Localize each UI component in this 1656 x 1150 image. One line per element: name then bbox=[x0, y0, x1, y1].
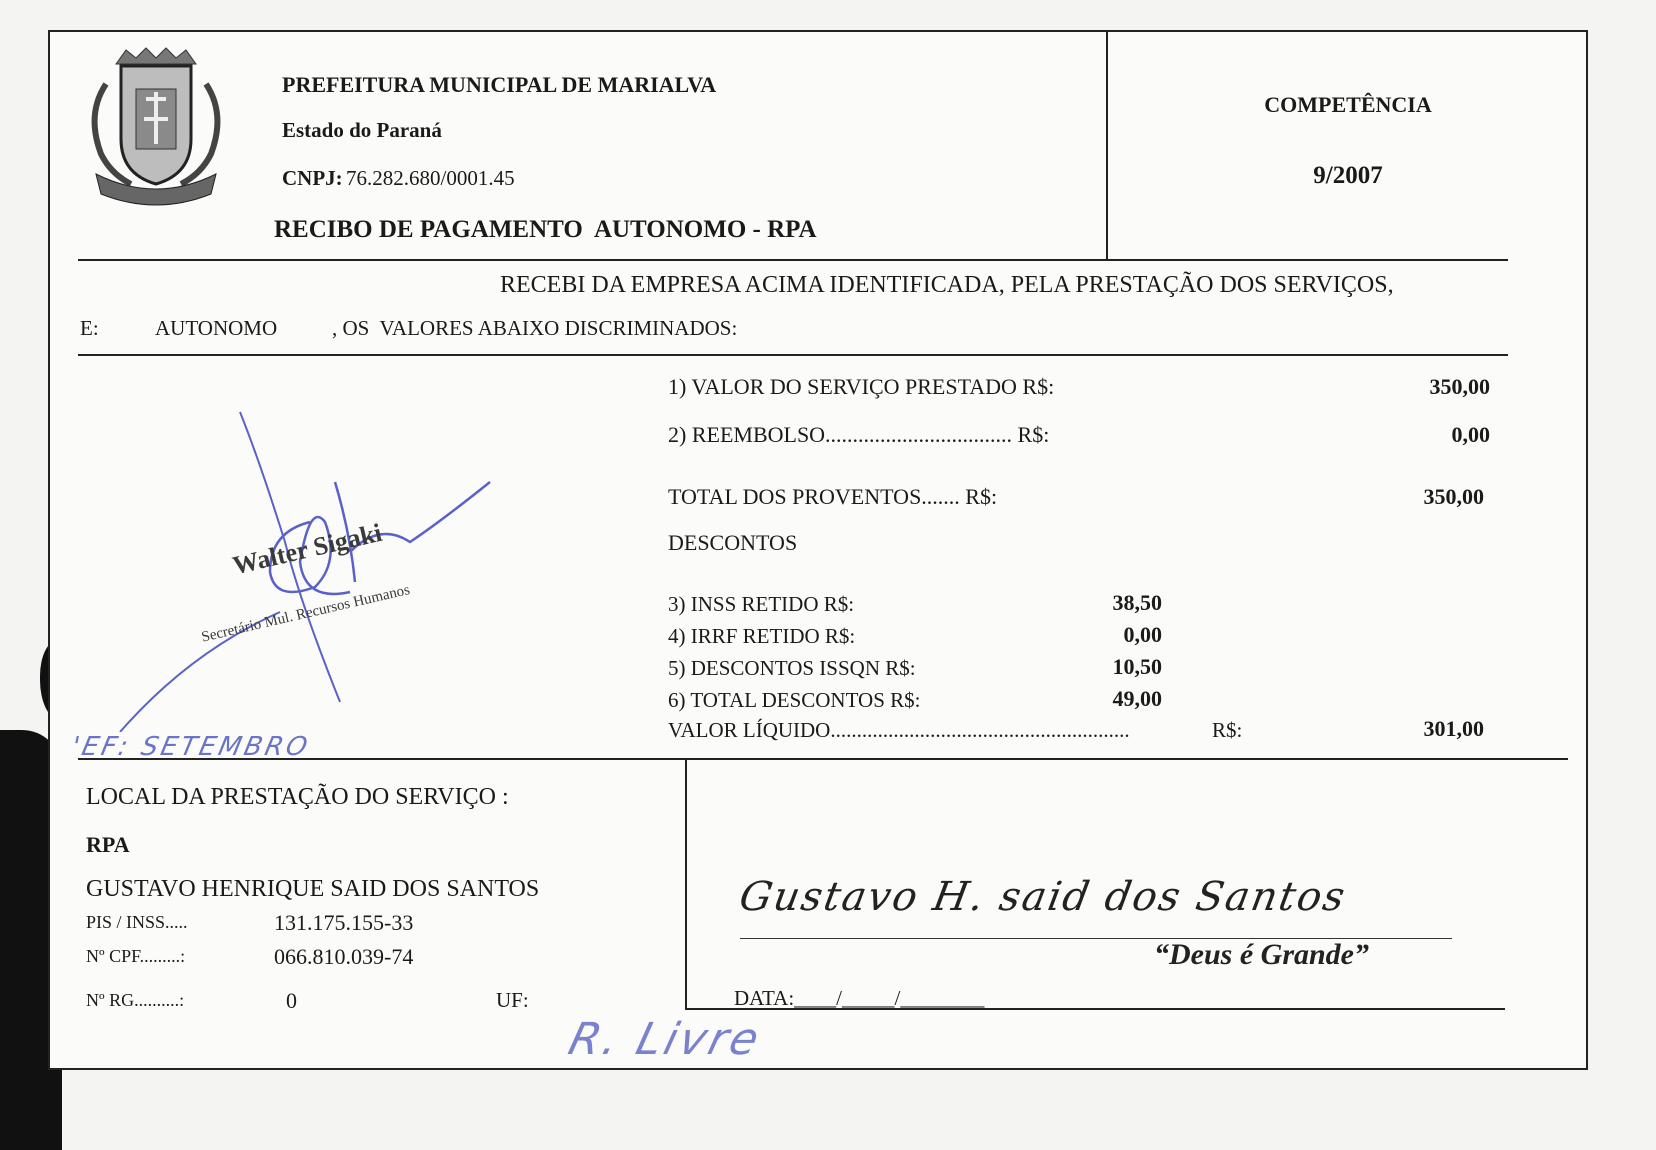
person-name: GUSTAVO HENRIQUE SAID DOS SANTOS bbox=[86, 876, 540, 902]
inss-label: 3) INSS RETIDO R$: bbox=[668, 592, 855, 616]
irrf-value: 0,00 bbox=[1123, 622, 1162, 647]
official-signature bbox=[110, 402, 530, 732]
cnpj-label: CNPJ: bbox=[282, 166, 343, 190]
statement-line-2: , OS VALORES ABAIXO DISCRIMINADOS: bbox=[332, 316, 738, 340]
receipt-form bbox=[48, 30, 1588, 1070]
competencia-divider bbox=[1106, 32, 1108, 260]
handwritten-note: R. Livre bbox=[563, 1014, 767, 1065]
statement-line-1: RECEBI DA EMPRESA ACIMA IDENTIFICADA, PELA PRESTAÇÃO DOS SERVIÇOS, bbox=[500, 272, 1394, 298]
document-title: RECIBO DE PAGAMENTO AUTONOMO - RPA bbox=[274, 216, 817, 243]
inss-value: 38,50 bbox=[1112, 590, 1162, 615]
total-descontos-value: 49,00 bbox=[1112, 686, 1162, 711]
proventos-label: TOTAL DOS PROVENTOS....... R$: bbox=[668, 484, 998, 509]
date-field: DATA:____/_____/________ bbox=[734, 986, 985, 1010]
issqn-label: 5) DESCONTOS ISSQN R$: bbox=[668, 656, 916, 680]
handwritten-reference: 'EF: SETEMBRO bbox=[68, 732, 313, 762]
uf-label: UF: bbox=[496, 988, 529, 1012]
motto-stamp: “Deus é Grande” bbox=[1154, 938, 1369, 971]
issqn-value: 10,50 bbox=[1112, 654, 1162, 679]
cpf-label: Nº CPF.........: bbox=[86, 946, 186, 966]
pis-value: 131.175.155-33 bbox=[274, 910, 414, 935]
proventos-value: 350,00 bbox=[1423, 484, 1484, 509]
statement-divider bbox=[78, 354, 1508, 356]
header-divider bbox=[78, 259, 1508, 261]
rg-value: 0 bbox=[286, 988, 297, 1013]
servico-value: 350,00 bbox=[1429, 374, 1490, 399]
local-servico-label: LOCAL DA PRESTAÇÃO DO SERVIÇO : bbox=[86, 784, 509, 810]
liquido-currency: R$: bbox=[1212, 718, 1243, 742]
statement-role: AUTONOMO bbox=[155, 316, 278, 340]
liquido-value: 301,00 bbox=[1423, 716, 1484, 741]
reembolso-value: 0,00 bbox=[1451, 422, 1490, 447]
competencia-label: COMPETÊNCIA bbox=[1264, 92, 1432, 117]
statement-prefix: E: bbox=[80, 316, 99, 340]
state-name: Estado do Paraná bbox=[282, 118, 442, 142]
rg-label: Nº RG..........: bbox=[86, 990, 185, 1010]
rpa-label: RPA bbox=[86, 832, 130, 857]
irrf-label: 4) IRRF RETIDO R$: bbox=[668, 624, 856, 648]
servico-label: 1) VALOR DO SERVIÇO PRESTADO R$: bbox=[668, 374, 1055, 399]
pis-label: PIS / INSS..... bbox=[86, 912, 188, 932]
cpf-value: 066.810.039-74 bbox=[274, 944, 414, 969]
stamp-role: Secretário Mul. Recursos Humanos bbox=[200, 582, 412, 646]
payee-signature: Gustavo H. said dos Santos bbox=[735, 874, 1351, 920]
footer-divider bbox=[685, 758, 687, 1008]
reembolso-label: 2) REEMBOLSO.................................. R$: bbox=[668, 422, 1050, 447]
descontos-heading: DESCONTOS bbox=[668, 530, 798, 555]
competencia-value: 9/2007 bbox=[1313, 162, 1383, 189]
liquido-label: VALOR LÍQUIDO......................................................... bbox=[668, 718, 1130, 742]
cnpj-value: 76.282.680/0001.45 bbox=[346, 166, 515, 190]
org-name: PREFEITURA MUNICIPAL DE MARIALVA bbox=[282, 72, 717, 97]
total-descontos-label: 6) TOTAL DESCONTOS R$: bbox=[668, 688, 921, 712]
municipal-crest-logo bbox=[76, 44, 236, 214]
stamp-name: Walter Sigaki bbox=[230, 517, 385, 581]
